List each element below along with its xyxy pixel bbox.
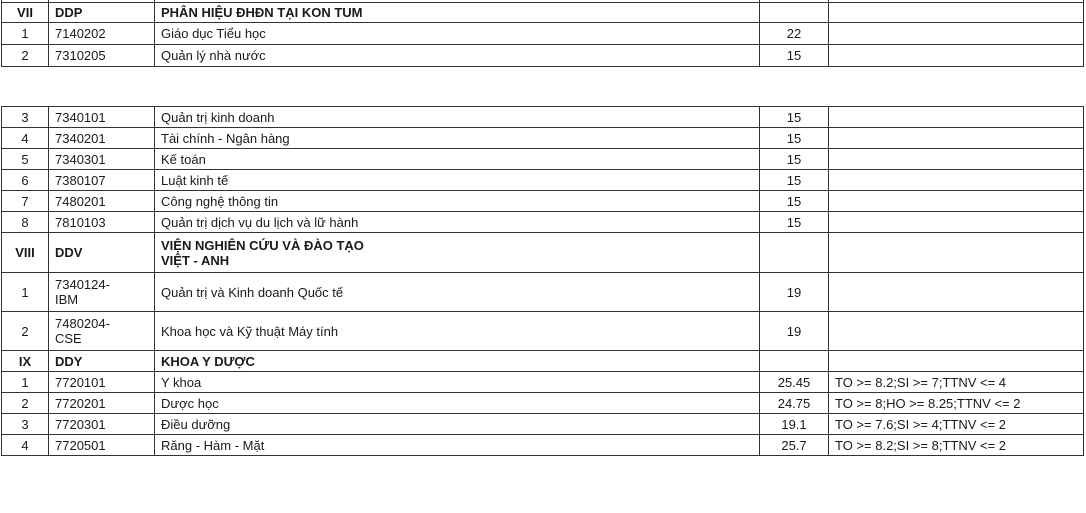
criteria-cell xyxy=(829,170,1084,191)
table-row xyxy=(2,212,1084,233)
major-code-cell: 7340101 xyxy=(49,107,155,128)
score-cell: 19 xyxy=(760,273,829,312)
criteria-cell xyxy=(829,273,1084,312)
score-cell: 19.1 xyxy=(760,414,829,435)
major-code-cell: DDV xyxy=(49,233,155,273)
table-row xyxy=(2,23,1084,45)
row-number-cell: 5 xyxy=(2,149,49,170)
major-code-cell: 7720201 xyxy=(49,393,155,414)
row-number-cell: VII xyxy=(2,3,49,23)
score-cell: 15 xyxy=(760,170,829,191)
table-row xyxy=(2,149,1084,170)
section-header-row xyxy=(2,233,1084,273)
score-cell: 15 xyxy=(760,128,829,149)
major-name-cell: Kế toán xyxy=(155,149,760,170)
row-number-cell: 1 xyxy=(2,23,49,45)
table-row xyxy=(2,191,1084,212)
row-number-cell: 2 xyxy=(2,393,49,414)
score-cell: 15 xyxy=(760,149,829,170)
major-name-cell: Tài chính - Ngân hàng xyxy=(155,128,760,149)
major-name-cell: Quản lý nhà nước xyxy=(155,45,760,67)
major-code-cell: 7480201 xyxy=(49,191,155,212)
major-code-cell: DDY xyxy=(49,351,155,372)
major-name-cell: Luật kinh tế xyxy=(155,170,760,191)
score-cell: 15 xyxy=(760,45,829,67)
row-number-cell: IX xyxy=(2,351,49,372)
score-cell xyxy=(760,351,829,372)
criteria-cell xyxy=(829,128,1084,149)
row-number-cell: 6 xyxy=(2,170,49,191)
major-code-cell: 7720101 xyxy=(49,372,155,393)
row-number-cell: 3 xyxy=(2,414,49,435)
score-cell: 15 xyxy=(760,107,829,128)
criteria-cell xyxy=(829,149,1084,170)
section-header-row xyxy=(2,3,1084,23)
score-cell: 24.75 xyxy=(760,393,829,414)
table-row xyxy=(2,45,1084,67)
admission-table-main xyxy=(1,106,1084,456)
table-row xyxy=(2,393,1084,414)
score-cell xyxy=(760,233,829,273)
score-cell: 19 xyxy=(760,312,829,351)
criteria-cell xyxy=(829,351,1084,372)
table-row xyxy=(2,435,1084,456)
major-name-cell: Y khoa xyxy=(155,372,760,393)
row-number-cell: 2 xyxy=(2,45,49,67)
score-cell: 25.45 xyxy=(760,372,829,393)
criteria-cell xyxy=(829,23,1084,45)
major-code-cell: DDP xyxy=(49,3,155,23)
major-code-cell: 7720301 xyxy=(49,414,155,435)
row-number-cell: VIII xyxy=(2,233,49,273)
major-name-cell: Khoa học và Kỹ thuật Máy tính xyxy=(155,312,760,351)
table-row xyxy=(2,170,1084,191)
criteria-cell xyxy=(829,212,1084,233)
score-cell xyxy=(760,3,829,23)
row-number-cell: 1 xyxy=(2,372,49,393)
major-name-cell: Điều dưỡng xyxy=(155,414,760,435)
row-number-cell: 4 xyxy=(2,128,49,149)
major-name-cell: Quản trị và Kinh doanh Quốc tế xyxy=(155,273,760,312)
major-name-cell: KHOA Y DƯỢC xyxy=(155,351,760,372)
major-name-cell: Công nghệ thông tin xyxy=(155,191,760,212)
major-code-cell: 7810103 xyxy=(49,212,155,233)
major-name-cell: Quản trị kinh doanh xyxy=(155,107,760,128)
row-number-cell: 4 xyxy=(2,435,49,456)
row-number-cell: 8 xyxy=(2,212,49,233)
major-code-cell: 7480204- CSE xyxy=(49,312,155,351)
major-name-cell: Dược học xyxy=(155,393,760,414)
major-code-cell: 7720501 xyxy=(49,435,155,456)
score-cell: 15 xyxy=(760,212,829,233)
criteria-cell xyxy=(829,107,1084,128)
major-name-cell: Quản trị dịch vụ du lịch và lữ hành xyxy=(155,212,760,233)
criteria-cell: TO >= 8.2;SI >= 7;TTNV <= 4 xyxy=(829,372,1084,393)
criteria-cell xyxy=(829,312,1084,351)
table-row xyxy=(2,128,1084,149)
major-name-cell: Răng - Hàm - Mặt xyxy=(155,435,760,456)
table-row xyxy=(2,414,1084,435)
major-code-cell: 7140202 xyxy=(49,23,155,45)
major-code-cell: 7340201 xyxy=(49,128,155,149)
score-cell: 25.7 xyxy=(760,435,829,456)
row-number-cell: 1 xyxy=(2,273,49,312)
criteria-cell: TO >= 8.2;SI >= 8;TTNV <= 2 xyxy=(829,435,1084,456)
criteria-cell xyxy=(829,3,1084,23)
criteria-cell xyxy=(829,233,1084,273)
table-row xyxy=(2,372,1084,393)
admission-table-top xyxy=(1,0,1084,67)
major-name-cell: PHÂN HIỆU ĐHĐN TẠI KON TUM xyxy=(155,3,760,23)
criteria-cell xyxy=(829,191,1084,212)
section-header-row xyxy=(2,351,1084,372)
major-code-cell: 7380107 xyxy=(49,170,155,191)
score-cell: 15 xyxy=(760,191,829,212)
criteria-cell xyxy=(829,45,1084,67)
criteria-cell: TO >= 8;HO >= 8.25;TTNV <= 2 xyxy=(829,393,1084,414)
major-code-cell: 7310205 xyxy=(49,45,155,67)
table-row xyxy=(2,107,1084,128)
major-code-cell: 7340124- IBM xyxy=(49,273,155,312)
row-number-cell: 7 xyxy=(2,191,49,212)
table-row xyxy=(2,273,1084,312)
major-code-cell: 7340301 xyxy=(49,149,155,170)
major-name-cell: Giáo dục Tiểu học xyxy=(155,23,760,45)
score-cell: 22 xyxy=(760,23,829,45)
row-number-cell: 3 xyxy=(2,107,49,128)
criteria-cell: TO >= 7.6;SI >= 4;TTNV <= 2 xyxy=(829,414,1084,435)
major-name-cell: VIỆN NGHIÊN CỨU VÀ ĐÀO TẠO VIỆT - ANH xyxy=(155,233,760,273)
table-row xyxy=(2,312,1084,351)
row-number-cell: 2 xyxy=(2,312,49,351)
